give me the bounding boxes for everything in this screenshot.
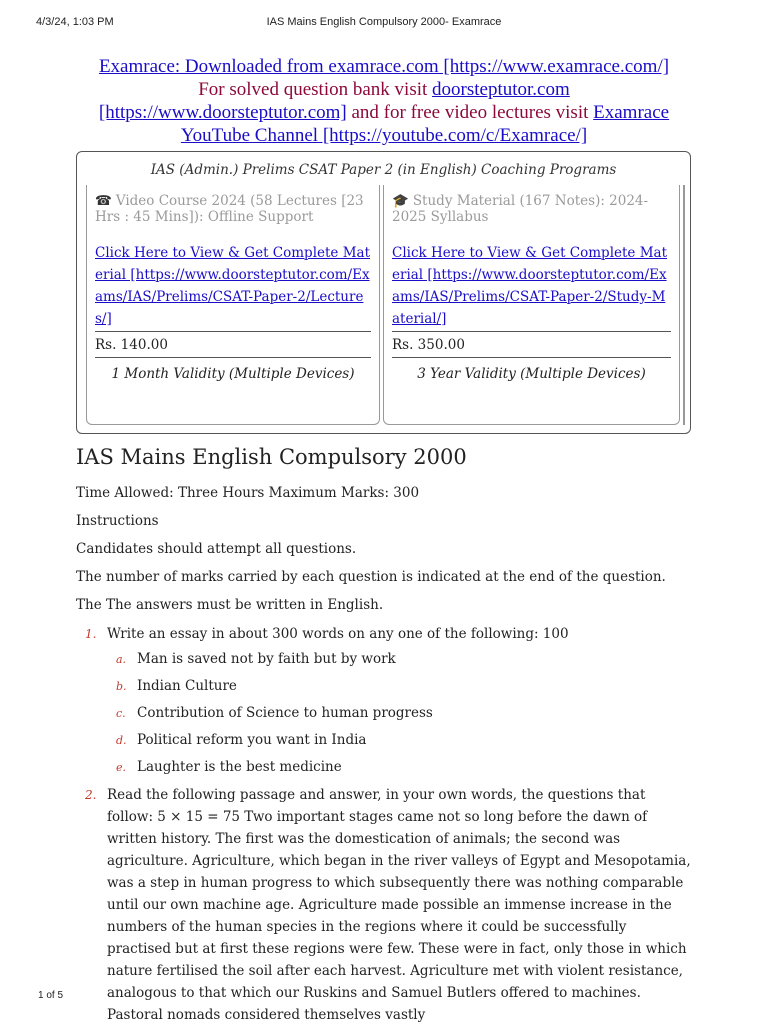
option-item bbox=[107, 649, 694, 670]
document-title: IAS Mains English Compulsory 2000 bbox=[76, 445, 467, 469]
doorsteptutor-url-link[interactable]: [https://www.doorsteptutor.com] bbox=[98, 102, 347, 123]
graduation-cap-icon: 🎓 bbox=[392, 193, 409, 209]
option-text: Man is saved not by faith but by work bbox=[137, 651, 396, 667]
card-edge-divider bbox=[683, 185, 685, 425]
question-text: Write an essay in about 300 words on any one of the following: 100 bbox=[107, 626, 569, 642]
option-item bbox=[107, 757, 694, 778]
study-material-price: Rs. 350.00 bbox=[392, 337, 465, 353]
question-number: 1. bbox=[85, 627, 97, 641]
study-material-validity: 3 Year Validity (Multiple Devices) bbox=[417, 366, 646, 382]
question-item bbox=[76, 623, 694, 778]
video-course-price: Rs. 140.00 bbox=[95, 337, 168, 353]
video-course-heading bbox=[95, 193, 371, 225]
divider bbox=[392, 357, 671, 358]
instructions-heading: Instructions bbox=[76, 513, 159, 529]
divider bbox=[95, 331, 371, 332]
examrace-download-link[interactable]: Examrace: Downloaded from examrace.com [https://www.examrace.com/] bbox=[98, 56, 670, 77]
option-letter: d. bbox=[116, 734, 127, 747]
study-material-heading bbox=[392, 193, 671, 225]
option-text: Contribution of Science to human progress bbox=[137, 705, 433, 721]
question-item bbox=[76, 784, 694, 1026]
youtube-channel-link[interactable]: YouTube Channel [https://youtube.com/c/Examrace/] bbox=[180, 125, 588, 146]
video-course-title: Video Course 2024 (58 Lectures [23 Hrs : 45 Mins]): Offline Support bbox=[95, 193, 364, 225]
divider bbox=[95, 357, 371, 358]
print-footer-page: 1 of 5 bbox=[38, 990, 64, 1001]
study-material-card bbox=[383, 185, 680, 425]
print-page-title: IAS Mains English Compulsory 2000- Examrace bbox=[266, 16, 502, 28]
doorsteptutor-link[interactable]: doorsteptutor.com bbox=[432, 79, 570, 100]
print-datetime: 4/3/24, 1:03 PM bbox=[36, 16, 114, 28]
option-letter: b. bbox=[116, 680, 127, 693]
essay-options bbox=[107, 649, 694, 778]
telephone-icon: ☎ bbox=[95, 193, 112, 209]
instruction-3: The The answers must be written in English. bbox=[76, 597, 384, 613]
banner-solved-text: For solved question bank visit bbox=[198, 79, 433, 100]
study-material-title: Study Material (167 Notes): 2024-2025 Syllabus bbox=[392, 193, 649, 225]
study-material-link[interactable]: Click Here to View & Get Complete Material [https://www.doorsteptutor.com/Exams/IAS/Prelims/CSAT-Paper-2/Study-Material/] bbox=[392, 245, 668, 327]
video-course-validity: 1 Month Validity (Multiple Devices) bbox=[111, 366, 355, 382]
option-text: Political reform you want in India bbox=[137, 732, 367, 748]
coaching-programs-title: IAS (Admin.) Prelims CSAT Paper 2 (in English) Coaching Programs bbox=[150, 162, 617, 178]
option-letter: a. bbox=[116, 653, 127, 666]
examrace-banner bbox=[76, 55, 692, 147]
instruction-1: Candidates should attempt all questions. bbox=[76, 541, 357, 557]
instruction-2: The number of marks carried by each question is indicated at the end of the question. bbox=[76, 569, 666, 585]
option-letter: c. bbox=[116, 707, 126, 720]
question-list bbox=[76, 623, 694, 1026]
option-item bbox=[107, 676, 694, 697]
option-text: Laughter is the best medicine bbox=[137, 759, 342, 775]
option-text: Indian Culture bbox=[137, 678, 237, 694]
option-item bbox=[107, 703, 694, 724]
divider bbox=[392, 331, 671, 332]
video-course-link[interactable]: Click Here to View & Get Complete Material [https://www.doorsteptutor.com/Exams/IAS/Prelims/CSAT-Paper-2/Lectures/] bbox=[95, 245, 371, 327]
option-letter: e. bbox=[116, 761, 127, 774]
video-course-card bbox=[86, 185, 380, 425]
document-content bbox=[76, 444, 694, 1032]
time-and-marks: Time Allowed: Three Hours Maximum Marks: 300 bbox=[76, 485, 420, 501]
banner-free-video-text: and for free video lectures visit bbox=[346, 102, 594, 123]
examrace-youtube-link[interactable]: Examrace bbox=[593, 102, 670, 123]
passage-text: Read the following passage and answer, in your own words, the questions that follow: 5 × 15 = 75 Two important stages came not so long before the dawn of written history. The first was the domestication of animals; the second was agriculture. Agriculture, which began in the river valleys of Egypt and Mesopotamia, was a step in human progress to which subsequently there was nothing comparable until our own machine age. Agriculture made possible an immense increase in the numbers of the human species in the regions where it could be successfully practised but at first these regions were few. These were in fact, only those in which nature fertilised the soil after each harvest. Agriculture met with violent resistance, analogous to that which our Ruskins and Samuel Butlers offered to machines. Pastoral nomads considered themselves vastly bbox=[107, 787, 691, 1023]
question-number: 2. bbox=[85, 788, 97, 802]
coaching-programs-box bbox=[76, 151, 691, 434]
option-item bbox=[107, 730, 694, 751]
